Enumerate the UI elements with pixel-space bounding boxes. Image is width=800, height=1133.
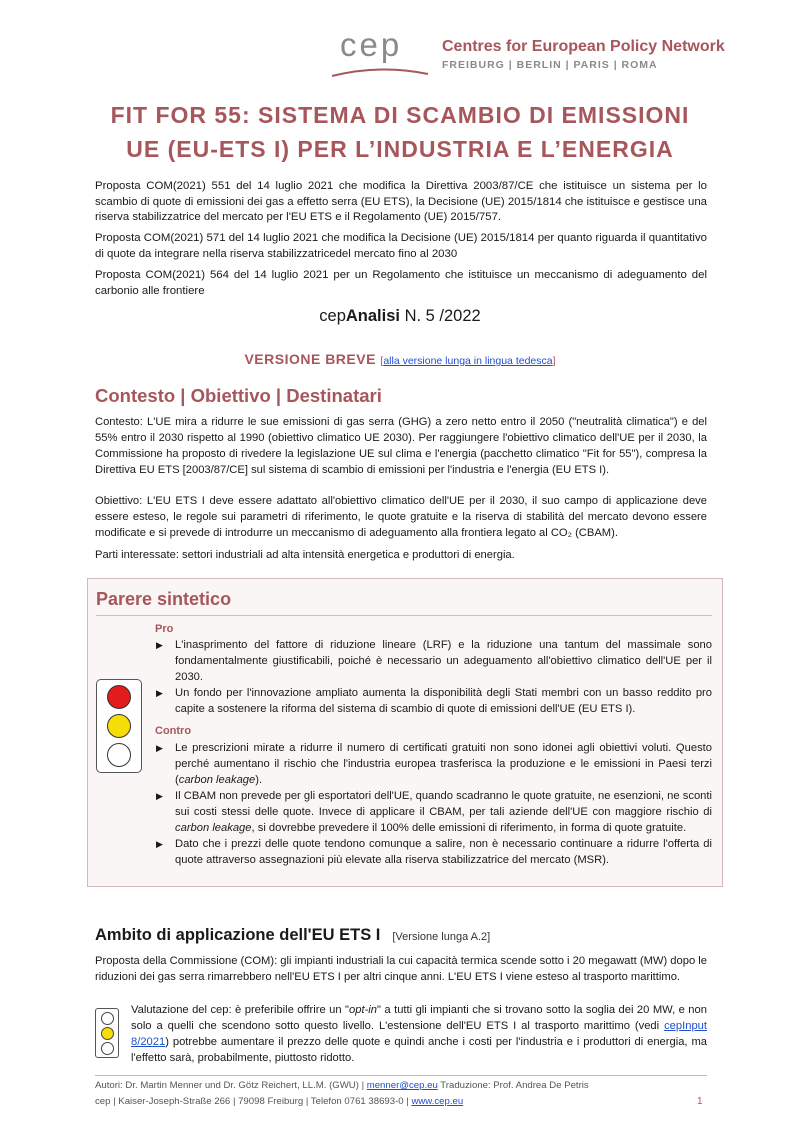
off-light-icon bbox=[101, 1012, 114, 1025]
summary-box bbox=[87, 578, 723, 887]
proposal-2: Proposta COM(2021) 571 del 14 luglio 2021 che modifica la Decisione (UE) 2015/1814 per quanto riguarda il quantitativo di quote da integrare nella riserva stabilizzatricedel mercato fino al 2030 bbox=[95, 232, 707, 260]
scope-heading bbox=[95, 926, 490, 945]
bullet-triangle-icon: ▶ bbox=[156, 791, 163, 801]
stakeholders-paragraph: Parti interessate: settori industriali ad alta intensità energetica e produttori di energia. bbox=[95, 549, 515, 561]
bullet-triangle-icon: ▶ bbox=[156, 688, 163, 698]
logo-swoosh-icon bbox=[330, 66, 430, 80]
contro-item-emphasis: carbon leakage bbox=[175, 822, 252, 834]
page-number: 1 bbox=[697, 1096, 703, 1107]
pro-item bbox=[156, 685, 712, 717]
contro-item-emphasis: carbon leakage bbox=[178, 774, 256, 786]
context-paragraph: Contesto: L'UE mira a ridurre le sue emissioni di gas serra (GHG) a zero netto entro il 2050 ("neutralità climatica") e del 55% entro il 2030 rispetto al 1990 (obiettivo climatico UE 2030). Per raggiungere l'obiettivo climatico dell'UE per il 2030, la Commissione ha proposto di rivedere la legislazione UE sul clima e l'energia (pacchetto climatico "Fit for 55"), compresa la Direttiva EU ETS [2003/87/CE] sul sistema di scambio di emissioni per l'industria e l'energia (EU ETS I). bbox=[95, 416, 707, 476]
analysis-number bbox=[0, 307, 800, 326]
bracket-close: ] bbox=[552, 355, 556, 367]
pro-item bbox=[156, 637, 712, 685]
contro-item-text: Dato che i prezzi delle quote tendono comunque a salire, non è necessario continuare a ridurre l'offerta di quote attraverso assegnazioni più elevate alla riserva stabilizzatrice del mercato (MSR). bbox=[175, 838, 712, 866]
footer-authors bbox=[95, 1080, 707, 1091]
evaluation-traffic-light-icon bbox=[95, 1008, 119, 1058]
contro-item bbox=[156, 836, 712, 868]
address-text: cep | Kaiser-Joseph-Straße 266 | 79098 Freiburg | Telefon 0761 38693-0 | bbox=[95, 1096, 412, 1107]
document-title bbox=[60, 98, 740, 166]
eval-text-pre: Valutazione del cep: è preferibile offrire un " bbox=[131, 1004, 350, 1016]
cep-evaluation bbox=[131, 1002, 707, 1066]
proposal-3: Proposta COM(2021) 564 del 14 luglio 2021 per un Regolamento che istituisce un meccanismo di adeguamento del carbonio alle frontiere bbox=[95, 269, 707, 297]
analysis-word: Analisi bbox=[345, 307, 400, 325]
translation-text: Traduzione: Prof. Andrea De Petris bbox=[437, 1080, 589, 1091]
cep-logo: cep bbox=[340, 26, 403, 63]
bullet-triangle-icon: ▶ bbox=[156, 640, 163, 650]
analysis-prefix: cep bbox=[319, 307, 346, 325]
yellow-light-icon bbox=[101, 1027, 114, 1040]
analysis-num: N. 5 /2022 bbox=[399, 307, 481, 325]
pro-list bbox=[156, 637, 712, 717]
contro-item-tail: , si dovrebbe prevedere il 100% delle emissioni di riferimento, in forma di quote gratuite. bbox=[251, 822, 687, 834]
off-light-icon bbox=[101, 1042, 114, 1055]
proposal-1: Proposta COM(2021) 551 del 14 luglio 2021 che modifica la Direttiva 2003/87/CE che istituisce un sistema per lo scambio di quote di emissioni dei gas a effetto serra (EU ETS), la Decisione (UE) 2015/1814 che istituisce e gestisce una riserva stabilizzatrice del mercato per l'EU ETS e il Regolamento (UE) 2015/757. bbox=[95, 180, 707, 223]
yellow-light-icon bbox=[107, 714, 131, 738]
eval-text-mid: " a tutti gli impianti che si trovano sotto la soglia dei 20 MW, e non solo a quelli che scendono sotto questo livello. L'estensione dell'EU ETS I al trasporto marittimo (vedi bbox=[131, 1004, 707, 1032]
contro-item-tail: ). bbox=[255, 774, 263, 786]
footer-address bbox=[95, 1096, 707, 1107]
network-title: Centres for European Policy Network bbox=[442, 38, 725, 55]
pro-label: Pro bbox=[155, 623, 174, 635]
version-line bbox=[0, 351, 800, 369]
authors-text: Autori: Dr. Martin Menner und Dr. Götz Reichert, LL.M. (GWU) | bbox=[95, 1080, 367, 1091]
traffic-light-icon bbox=[96, 679, 142, 773]
network-cities: FREIBURG | BERLIN | PARIS | ROMA bbox=[442, 59, 658, 71]
header-logo bbox=[330, 28, 750, 78]
contro-item-text: Le prescrizioni mirate a ridurre il numero di certificati gratuiti non sono idonei agli obiettivi voluti. Questo perché aumentano il rischio che l'industria europea trasferisca la produzione e le emissioni in Paesi terzi ( bbox=[175, 742, 712, 786]
email-link[interactable]: menner@cep.eu bbox=[366, 1080, 438, 1091]
contro-label: Contro bbox=[155, 725, 192, 737]
cepinput-link[interactable]: cepInput 8/2021 bbox=[131, 1020, 707, 1048]
contro-item bbox=[156, 740, 712, 788]
summary-divider bbox=[96, 615, 712, 616]
version-link-wrap bbox=[380, 355, 555, 367]
off-light-icon bbox=[107, 743, 131, 767]
pro-item-text: L'inasprimento del fattore di riduzione lineare (LRF) e la riduzione una tantum del massimale sono fondamentalmente giustificabili, poiché è necessario un adeguamento all'obiettivo climatico dell'UE per il 2030. bbox=[175, 639, 712, 683]
title-line-1: FIT FOR 55: SISTEMA DI SCAMBIO DI EMISSIONI bbox=[110, 102, 690, 128]
scope-reference: [Versione lunga A.2] bbox=[392, 931, 491, 943]
title-line-2: UE (EU-ETS I) PER L’INDUSTRIA E L’ENERGIA bbox=[126, 136, 674, 162]
version-label: VERSIONE BREVE bbox=[244, 351, 376, 367]
summary-heading: Parere sintetico bbox=[96, 589, 232, 609]
scope-paragraph: Proposta della Commissione (COM): gli impianti industriali la cui capacità termica scende sotto i 20 megawatt (MW) dopo le riduzioni dei gas serra rimarrebbero nell'EU ETS I per altri cinque anni. L'EU ETS I viene esteso al trasporto marittimo. bbox=[95, 955, 707, 983]
long-version-link[interactable]: alla versione lunga in lingua tedesca bbox=[383, 355, 553, 367]
footer-divider bbox=[95, 1075, 707, 1076]
scope-heading-text: Ambito di applicazione dell'EU ETS I bbox=[95, 926, 381, 944]
eval-text-post: ) potrebbe aumentare il prezzo delle quote e quindi anche i costi per l'industria e i produttori di energia, ma l'effetto sarà, probabilmente, piuttosto ridotto. bbox=[131, 1036, 707, 1064]
context-heading: Contesto | Obiettivo | Destinatari bbox=[95, 385, 382, 406]
objective-paragraph: Obiettivo: L'EU ETS I deve essere adattato all'obiettivo climatico dell'UE per il 2030, il suo campo di applicazione deve essere esteso, le regole sui parametri di riferimento, le quote gratuite e la riserva di stabilità del mercato devono essere modificate e si prevede di introdurre un meccanismo di adeguamento alla frontiera legato al CO₂ (CBAM). bbox=[95, 495, 707, 539]
red-light-icon bbox=[107, 685, 131, 709]
bullet-triangle-icon: ▶ bbox=[156, 743, 163, 753]
bracket-open: [ bbox=[380, 355, 384, 367]
bullet-triangle-icon: ▶ bbox=[156, 839, 163, 849]
contro-item bbox=[156, 788, 712, 836]
contro-item-text: Il CBAM non prevede per gli esportatori dell'UE, quando scadranno le quote gratuite, ne esenzioni, ne sconti sui costi stessi delle quote. Invece di applicare il CBAM, per tali aziende dell'UE con maggiore rischio di bbox=[175, 790, 712, 818]
eval-emphasis: opt-in bbox=[349, 1004, 378, 1016]
website-link[interactable]: www.cep.eu bbox=[411, 1096, 464, 1107]
contro-list bbox=[156, 740, 712, 868]
pro-item-text: Un fondo per l'innovazione ampliato aumenta la disponibilità degli Stati membri con un basso reddito pro capite a sostenere la riforma del sistema di scambio di quote di emissioni dell'UE (EU ETS I). bbox=[175, 687, 712, 715]
